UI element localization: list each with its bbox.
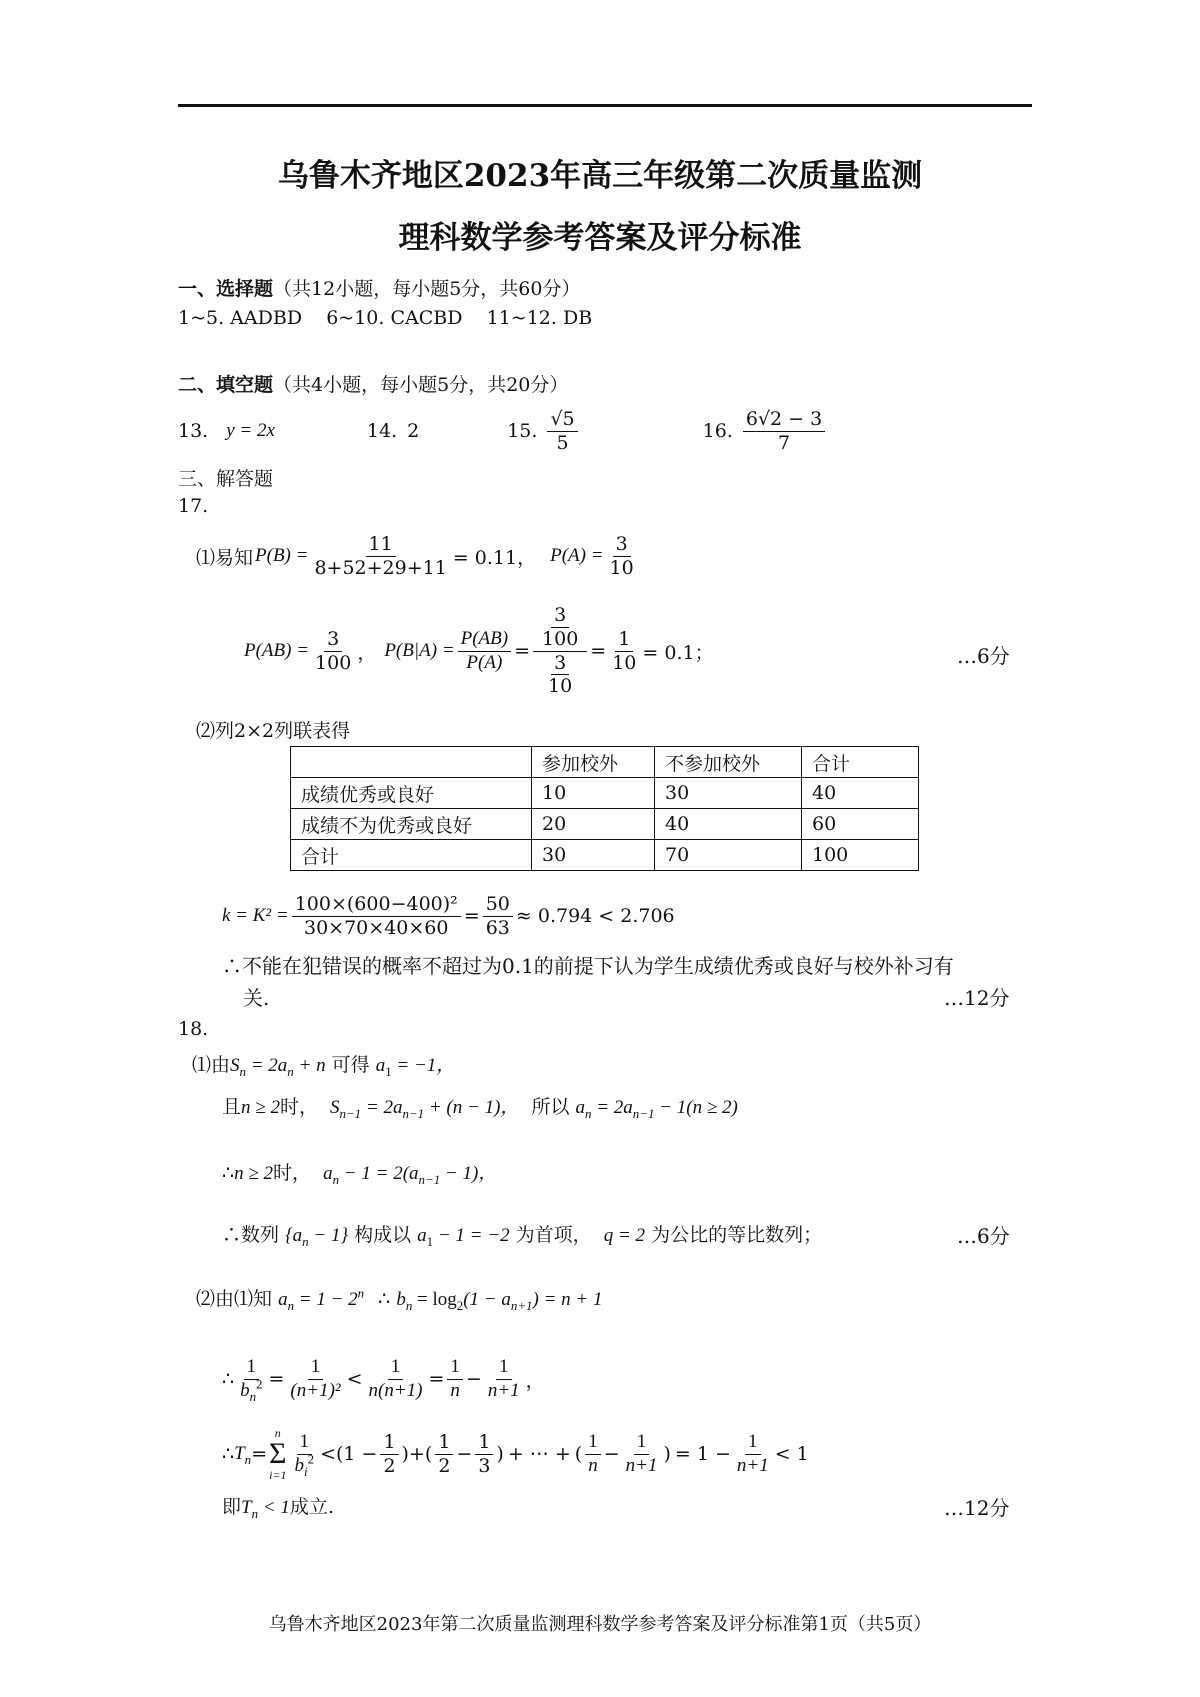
k-numerator: 100×(600−400)² bbox=[292, 893, 461, 917]
math-part: = 1 − 2 bbox=[294, 1289, 358, 1310]
math-part: b bbox=[240, 1379, 250, 1401]
pba-eq: = bbox=[514, 640, 531, 662]
pb-denominator: 8+52+29+11 bbox=[314, 556, 447, 579]
q18-score2: …12分 bbox=[944, 1496, 1010, 1520]
frac-num: 1 bbox=[388, 1356, 404, 1380]
l7-p3-close: ) bbox=[663, 1443, 671, 1465]
section2 bbox=[178, 370, 568, 397]
k-result: ≈ 0.794 < 2.706 bbox=[515, 905, 675, 927]
pa-numerator: 3 bbox=[613, 533, 631, 557]
l7-p1-open: (1 − bbox=[335, 1443, 378, 1465]
math-part: − 1 = 2(a bbox=[339, 1163, 419, 1184]
pa-denominator: 10 bbox=[609, 556, 634, 579]
math-part: − 1 = −2 bbox=[433, 1225, 510, 1246]
l7-p3-minus: − bbox=[603, 1443, 620, 1465]
complex-top-frac bbox=[539, 604, 581, 651]
pb-numerator: 11 bbox=[366, 533, 396, 557]
one-tenth-den: 10 bbox=[612, 651, 637, 674]
section1-heading: 一、选择题 bbox=[178, 278, 274, 300]
math-part: b bbox=[396, 1289, 406, 1310]
table-cell: 30 bbox=[532, 840, 655, 871]
frac-den: n bbox=[450, 1379, 460, 1401]
math-part: T bbox=[234, 1443, 245, 1464]
math-part: + n bbox=[293, 1055, 326, 1076]
q18-line8 bbox=[222, 1492, 334, 1519]
section2-note: （共4小题，每小题5分，共20分） bbox=[273, 374, 569, 396]
complex-bottom bbox=[539, 652, 581, 699]
frac-num: 1 bbox=[634, 1431, 650, 1455]
q18-score1: …6分 bbox=[957, 1224, 1010, 1248]
q18-l8-math: $T_n < 1$ bbox=[241, 1497, 290, 1521]
pab-lhs: P(AB) = bbox=[244, 640, 310, 661]
frac-den: n bbox=[588, 1454, 598, 1476]
q17-score1: …6分 bbox=[957, 644, 1010, 668]
q18-l3-text: 时， bbox=[273, 1162, 312, 1184]
l6-eq2: = bbox=[428, 1368, 445, 1390]
q17-line2 bbox=[244, 598, 714, 704]
l7-p1-close: ) bbox=[401, 1443, 409, 1465]
q16-denominator: 7 bbox=[778, 431, 791, 454]
q18-l1-math: $S_n = 2a_n + n$ bbox=[230, 1055, 326, 1079]
top-rule bbox=[178, 104, 1032, 107]
q17-number: 17. bbox=[178, 495, 209, 517]
q17-conclusion-line1: ∴不能在犯错误的概率不超过为0.1的前提下认为学生成绩优秀或良好与校外补习有 bbox=[222, 954, 954, 978]
frac-num: 1 bbox=[745, 1431, 761, 1455]
q17-p1-lead: ⑴易知 bbox=[196, 546, 254, 569]
l7-result: = 1 − bbox=[674, 1443, 731, 1465]
math-part: = 2a bbox=[361, 1097, 403, 1118]
math-part: b bbox=[294, 1454, 305, 1476]
q17-conclusion-line2: 关. bbox=[243, 986, 270, 1010]
table-row bbox=[291, 840, 919, 871]
q15-denominator: 5 bbox=[556, 431, 569, 454]
l7-T: $T_n$ bbox=[234, 1443, 252, 1467]
l6-frac1 bbox=[237, 1356, 265, 1403]
math-part: S bbox=[330, 1097, 340, 1118]
sigma-bottom: i=1 bbox=[269, 1468, 287, 1482]
math-part: {a bbox=[285, 1225, 303, 1246]
l7-p2-open: ( bbox=[424, 1443, 433, 1465]
q17-p2-lead: ⑵列2×2列联表得 bbox=[196, 720, 351, 742]
page-title: 乌鲁木齐地区2023年高三年级第二次质量监测 bbox=[277, 158, 923, 194]
complex-bottom-frac bbox=[545, 652, 575, 699]
q18-l4-text3: 为首项， bbox=[515, 1224, 592, 1246]
therefore-symbol: ∴ bbox=[222, 1443, 235, 1465]
l7-p2-close: ) bbox=[496, 1443, 504, 1465]
complex-top-num: 3 bbox=[551, 604, 569, 628]
q13-answer: y = 2x bbox=[226, 420, 275, 441]
math-part: T bbox=[241, 1497, 252, 1518]
page-subtitle: 理科数学参考答案及评分标准 bbox=[398, 220, 802, 256]
q18-l1-math2: $a_1 = -1$， bbox=[375, 1055, 456, 1079]
frac-num: 1 bbox=[380, 1431, 398, 1455]
table-header-cell: 合计 bbox=[802, 747, 919, 778]
one-tenth-fraction bbox=[609, 628, 639, 675]
math-part: = 2a bbox=[591, 1097, 633, 1118]
complex-top-den: 100 bbox=[542, 627, 579, 650]
math-part: = −1， bbox=[391, 1055, 456, 1076]
fill-answers bbox=[178, 406, 828, 456]
q15-numerator: √5 bbox=[547, 408, 577, 432]
frac-num: 1 bbox=[297, 1431, 313, 1455]
q16-number: 16. bbox=[702, 420, 733, 442]
table-header-cell: 不参加校外 bbox=[655, 747, 802, 778]
k-denominator: 30×70×40×60 bbox=[304, 916, 449, 939]
l6-end: ， bbox=[525, 1369, 545, 1392]
pba-fraction bbox=[458, 628, 511, 675]
l7-frac1 bbox=[292, 1431, 318, 1478]
table-cell: 30 bbox=[655, 778, 802, 809]
section1-note: （共12小题，每小题5分，共60分） bbox=[273, 278, 581, 300]
math-part: − 1} bbox=[308, 1225, 349, 1246]
therefore-symbol: ∴ bbox=[378, 1288, 391, 1310]
one-tenth-num: 1 bbox=[615, 628, 633, 652]
table-cell: 成绩优秀或良好 bbox=[291, 778, 532, 809]
frac-num: 1 bbox=[308, 1356, 324, 1380]
table-row bbox=[291, 778, 919, 809]
section2-heading: 二、填空题 bbox=[178, 374, 274, 396]
choice-answers: 1~5. AADBD 6~10. CACBD 11~12. DB bbox=[178, 307, 593, 329]
q18-l5-math2: $b_n = \log_2(1 - a_{n+1}) = n + 1$ bbox=[396, 1289, 603, 1313]
q16-answer bbox=[743, 408, 825, 455]
therefore-symbol: ∴ bbox=[222, 1162, 235, 1184]
table-cell: 20 bbox=[532, 809, 655, 840]
q13-number: 13. bbox=[178, 420, 209, 442]
q14-number: 14. bbox=[366, 420, 398, 442]
math-part: q = 2 bbox=[603, 1225, 646, 1246]
frac-num: 1 bbox=[585, 1431, 601, 1455]
k-squared-line bbox=[222, 888, 675, 944]
l6-frac2 bbox=[287, 1356, 343, 1403]
page-footer: 乌鲁木齐地区2023年第二次质量监测理科数学参考答案及评分标准第1页（共5页） bbox=[268, 1614, 932, 1635]
l7-p2-minus: − bbox=[456, 1443, 473, 1465]
complex-bottom-den: 10 bbox=[548, 675, 573, 698]
complex-bottom-num: 3 bbox=[551, 652, 569, 676]
q18-l2-math: $S_{n-1} = 2a_{n-1} + (n - 1)$， bbox=[330, 1097, 520, 1121]
q18-line2 bbox=[222, 1092, 738, 1119]
therefore-symbol: ∴ bbox=[222, 1368, 235, 1390]
q18-line1 bbox=[192, 1050, 455, 1077]
q18-l5-text: ⑵由⑴知 bbox=[196, 1288, 273, 1310]
frac-den: n+1 bbox=[736, 1454, 769, 1476]
frac-num: 1 bbox=[447, 1356, 463, 1380]
k-fraction bbox=[292, 893, 461, 940]
table-cell: 40 bbox=[802, 778, 919, 809]
frac-den: 2 bbox=[438, 1454, 451, 1477]
complex-fraction bbox=[533, 604, 587, 698]
l7-lt: < bbox=[320, 1443, 336, 1465]
frac-num: 1 bbox=[496, 1356, 512, 1380]
math-part: S bbox=[230, 1055, 240, 1076]
frac-num: 1 bbox=[244, 1356, 260, 1380]
l7-dots: + ⋯ + bbox=[507, 1443, 571, 1465]
math-part: + (n − 1)， bbox=[424, 1097, 520, 1118]
pb-fraction bbox=[311, 533, 449, 580]
frac-den: n+1 bbox=[487, 1379, 520, 1401]
math-part: a bbox=[278, 1289, 288, 1310]
summation-sign bbox=[269, 1427, 286, 1481]
q18-l4-math1: $\{a_n - 1\}$ bbox=[285, 1225, 349, 1249]
frac-den: 2 bbox=[383, 1454, 396, 1477]
complex-top bbox=[533, 604, 587, 652]
math-part: a bbox=[323, 1163, 333, 1184]
contingency-table bbox=[290, 746, 919, 871]
l7-result-frac bbox=[734, 1431, 772, 1478]
q18-l3-math: $a_n - 1 = 2(a_{n-1} - 1)$， bbox=[323, 1163, 498, 1187]
math-part: = log bbox=[412, 1289, 457, 1310]
q18-line3 bbox=[222, 1158, 497, 1185]
q18-l1-text: ⑴由 bbox=[192, 1054, 231, 1076]
l7-p3b-frac bbox=[623, 1431, 661, 1478]
math-part: a bbox=[375, 1055, 386, 1076]
l7-p3-open: ( bbox=[574, 1443, 583, 1465]
pba-numerator: P(AB) bbox=[458, 628, 511, 652]
l7-eq: = bbox=[251, 1443, 268, 1465]
pba-eq2: = bbox=[590, 640, 607, 662]
q18-line7 bbox=[222, 1420, 809, 1488]
math-part: n ≥ 2 bbox=[234, 1163, 274, 1184]
q14-answer: 2 bbox=[407, 420, 420, 442]
q18-line4 bbox=[222, 1220, 822, 1247]
pab-denominator: 100 bbox=[315, 651, 352, 674]
q18-line5 bbox=[196, 1284, 602, 1311]
l6-lt: < bbox=[346, 1368, 363, 1390]
q18-l4-text2: 构成以 bbox=[354, 1224, 412, 1246]
frac-num: 1 bbox=[475, 1431, 493, 1455]
frac-den: $b_i^2$ bbox=[294, 1451, 315, 1479]
q15-number: 15. bbox=[507, 420, 538, 442]
q18-l2-math2: $a_n = 2a_{n-1} - 1(n \ge 2)$ bbox=[575, 1097, 738, 1121]
l6-eq: = bbox=[268, 1368, 285, 1390]
section3-heading: 三、解答题 bbox=[178, 468, 274, 490]
pab-numerator: 3 bbox=[324, 628, 342, 652]
q18-l5-math1: $a_n = 1 - 2^n$ bbox=[278, 1285, 365, 1313]
k-fraction2 bbox=[483, 893, 513, 940]
q18-l1-text2: 可得 bbox=[331, 1054, 370, 1076]
math-part: n ≥ 2 bbox=[241, 1097, 280, 1118]
table-header-cell bbox=[291, 747, 532, 778]
math-part: − 1)， bbox=[440, 1163, 498, 1184]
table-header-row bbox=[291, 747, 919, 778]
table-cell: 70 bbox=[655, 840, 802, 871]
frac-num: 1 bbox=[435, 1431, 453, 1455]
q18-l2-text3: 所以 bbox=[531, 1096, 570, 1118]
frac-den: 3 bbox=[478, 1454, 491, 1477]
sigma-glyph: Σ bbox=[269, 1437, 287, 1470]
k-numerator2: 50 bbox=[483, 893, 513, 917]
math-part: < 1 bbox=[258, 1497, 290, 1518]
k-eq: = bbox=[463, 905, 480, 927]
table-header-cell: 参加校外 bbox=[532, 747, 655, 778]
table-row bbox=[291, 809, 919, 840]
frac-den: n+1 bbox=[625, 1454, 658, 1476]
math-part: = 2a bbox=[245, 1055, 288, 1076]
l7-p1-frac bbox=[380, 1431, 398, 1478]
k-lhs: k = K² = bbox=[222, 905, 289, 926]
pa-lhs: P(A) = bbox=[550, 545, 604, 566]
l6-minus: − bbox=[465, 1368, 482, 1390]
q17-line1 bbox=[196, 528, 640, 584]
q15-answer bbox=[547, 408, 577, 455]
l6-frac3 bbox=[366, 1356, 426, 1403]
q18-l4-text4: 为公比的等比数列； bbox=[651, 1224, 823, 1246]
k-denominator2: 63 bbox=[485, 916, 510, 939]
q16-numerator: 6√2 − 3 bbox=[743, 408, 825, 432]
q18-l8-text2: 成立. bbox=[289, 1496, 334, 1518]
pa-fraction bbox=[607, 533, 637, 580]
q18-line6 bbox=[222, 1348, 545, 1410]
table-cell: 成绩不为优秀或良好 bbox=[291, 809, 532, 840]
q18-number: 18. bbox=[178, 1018, 209, 1040]
l7-p2b-frac bbox=[475, 1431, 493, 1478]
pb-result: = 0.11， bbox=[452, 546, 537, 569]
table-cell: 40 bbox=[655, 809, 802, 840]
q18-l2-text: 且 bbox=[222, 1096, 242, 1118]
l7-plus: + bbox=[408, 1443, 425, 1465]
pba-lhs: P(B|A) = bbox=[384, 640, 455, 661]
math-part: a bbox=[575, 1097, 586, 1118]
pab-comma: ， bbox=[357, 641, 377, 664]
q18-l4-text: ∴数列 bbox=[222, 1224, 280, 1246]
q17-score2: …12分 bbox=[944, 986, 1010, 1010]
l6-frac4 bbox=[447, 1356, 463, 1403]
l7-end: < 1 bbox=[774, 1443, 809, 1465]
q18-l2-text2: 时， bbox=[279, 1096, 318, 1118]
math-part: ) = n + 1 bbox=[532, 1289, 603, 1310]
math-part: − 1(n ≥ 2) bbox=[654, 1097, 738, 1118]
l6-frac5 bbox=[485, 1356, 523, 1403]
q18-l4-math2: $a_1 - 1 = -2$ bbox=[417, 1225, 510, 1249]
table-cell: 100 bbox=[802, 840, 919, 871]
table-cell: 10 bbox=[532, 778, 655, 809]
section1 bbox=[178, 274, 580, 301]
pba-denominator: P(A) bbox=[466, 651, 503, 673]
pb-lhs: P(B) = bbox=[255, 545, 309, 566]
frac-den: (n+1)² bbox=[290, 1379, 341, 1401]
pba-result: = 0.1； bbox=[642, 641, 714, 664]
table-cell: 合计 bbox=[291, 840, 532, 871]
frac-den: $b_n^2$ bbox=[240, 1376, 263, 1404]
l7-p3a-frac bbox=[585, 1431, 601, 1478]
l7-p2a-frac bbox=[435, 1431, 453, 1478]
q18-l8-text: 即 bbox=[222, 1496, 242, 1518]
frac-den: n(n+1) bbox=[368, 1379, 423, 1401]
math-part: a bbox=[417, 1225, 427, 1246]
math-part: (1 − a bbox=[463, 1289, 511, 1310]
table-cell: 60 bbox=[802, 809, 919, 840]
pab-fraction bbox=[312, 628, 354, 675]
sigma-top: n bbox=[274, 1426, 281, 1440]
